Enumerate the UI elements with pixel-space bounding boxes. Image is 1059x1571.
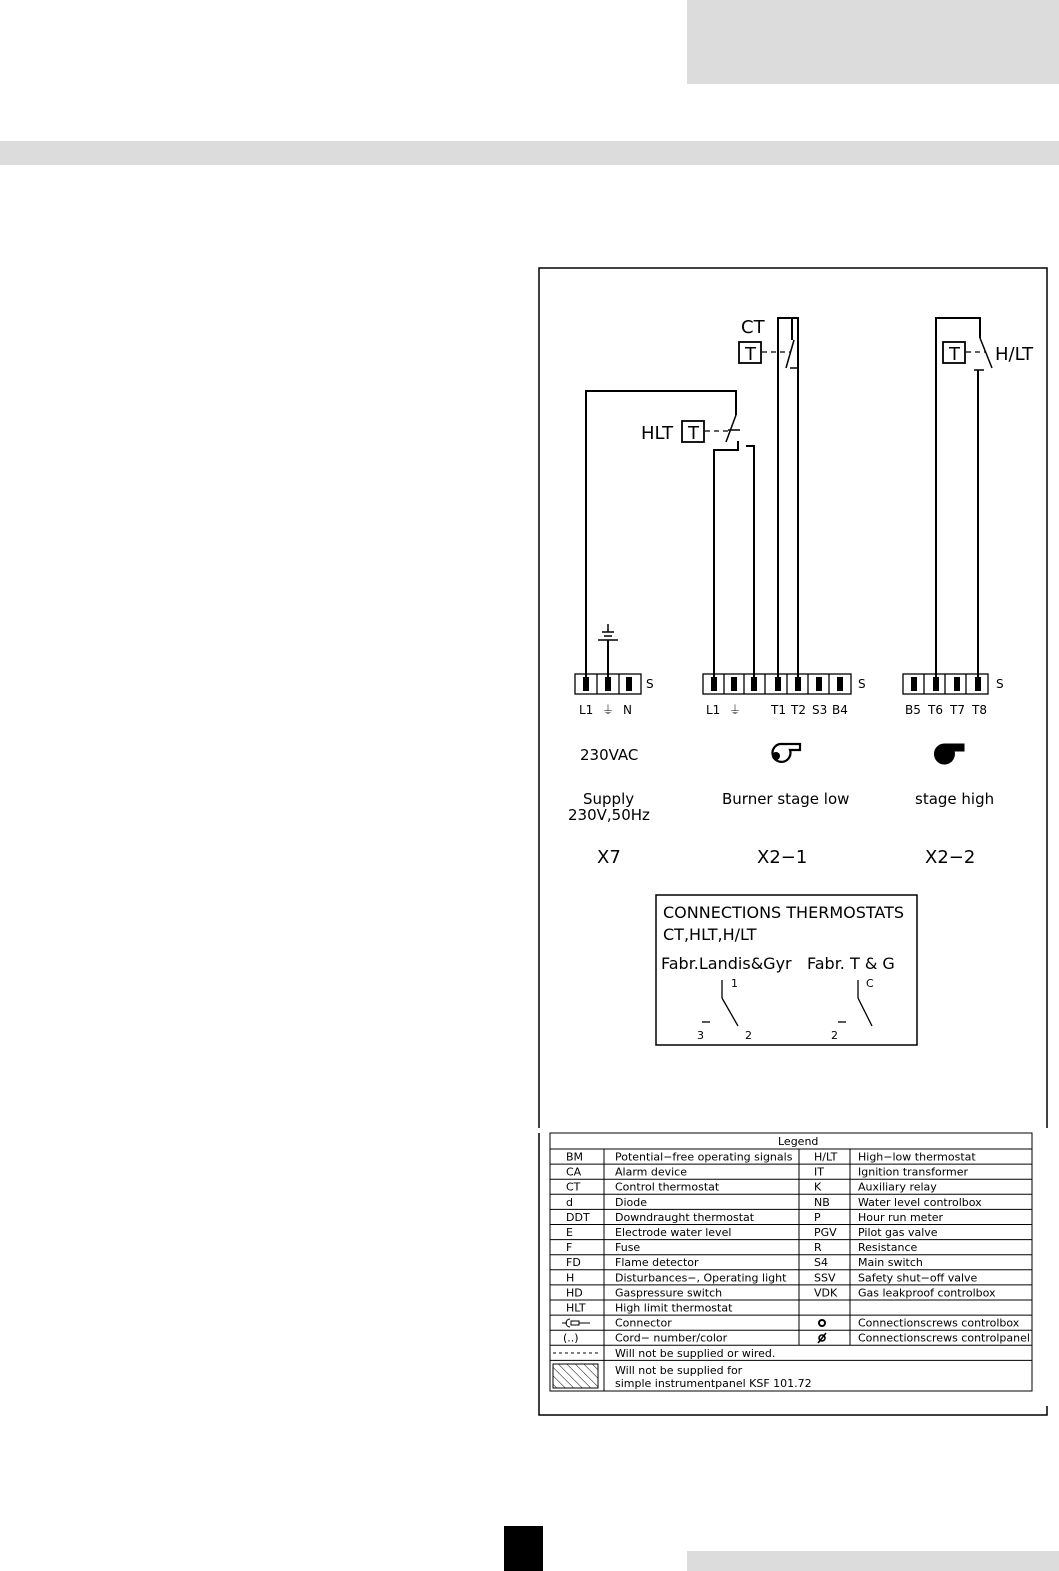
legend-cell: Gas leakproof controlbox — [858, 1286, 996, 1300]
x21-label: Burner stage low — [722, 790, 850, 808]
hatch-note-1: Will not be supplied for — [615, 1364, 743, 1377]
x22-label: stage high — [915, 790, 995, 808]
x7-supply-line2: 230V,50Hz — [568, 806, 650, 824]
hlt-t-label: T — [688, 423, 699, 444]
dashed-note: Will not be supplied or wired. — [615, 1347, 776, 1360]
x22-term-t7: T7 — [950, 703, 965, 717]
x21-term-b4: B4 — [832, 703, 848, 717]
legend-cell: (..) — [563, 1331, 579, 1345]
legend-cell: H — [566, 1271, 575, 1285]
connector-icon — [562, 1319, 590, 1327]
legend-cell: S4 — [814, 1256, 828, 1270]
x21-s-label: S — [858, 677, 866, 691]
legend-cell: Water level controlbox — [858, 1195, 982, 1209]
legend-cell: Alarm device — [615, 1165, 687, 1179]
legend-cell: FD — [566, 1256, 581, 1270]
x7-s-label: S — [646, 677, 654, 691]
x7-id: X7 — [597, 847, 621, 868]
legend-cell: DDT — [566, 1210, 590, 1224]
connections-maker-tg: Fabr. T & G — [807, 954, 895, 973]
legend-cell: Auxiliary relay — [858, 1180, 937, 1194]
legend-cell: F — [566, 1241, 573, 1255]
legend-cell: High−low thermostat — [858, 1150, 976, 1164]
ct-t-label: T — [745, 344, 756, 365]
legend-cell: Flame detector — [615, 1256, 699, 1270]
x7-supply-line1: Supply — [583, 790, 635, 808]
legend-cell: BM — [566, 1150, 584, 1164]
lg-pin-3: 3 — [697, 1029, 704, 1042]
legend-cell: Diode — [615, 1195, 648, 1209]
hatch-icon — [553, 1364, 598, 1388]
hlt2-label: H/LT — [995, 344, 1034, 365]
burner-low-icon — [772, 744, 800, 762]
legend-cell: CA — [566, 1165, 582, 1179]
legend-cell: Connector — [615, 1316, 672, 1330]
earth-symbol — [598, 624, 618, 640]
x22-term-b5: B5 — [905, 703, 921, 717]
ct-label: CT — [741, 317, 765, 338]
legend-cell: Control thermostat — [615, 1180, 720, 1194]
legend-cell: Downdraught thermostat — [615, 1210, 755, 1224]
legend-cell: Resistance — [858, 1241, 918, 1255]
legend-cell: PGV — [814, 1226, 837, 1239]
legend-cell: Fuse — [615, 1241, 641, 1255]
legend-cell: Gaspressure switch — [615, 1286, 723, 1300]
connections-title-2: CT,HLT,H/LT — [663, 925, 757, 944]
wire-hlt-nc — [714, 441, 738, 684]
x7-term-l1: L1 — [579, 703, 594, 717]
x22-id: X2−2 — [925, 847, 976, 868]
legend-cell: NB — [814, 1195, 830, 1209]
legend-cell: Connectionscrews controlpanel — [858, 1331, 1030, 1345]
connections-title-1: CONNECTIONS THERMOSTATS — [663, 903, 905, 922]
hlt2-t-label: T — [949, 344, 960, 365]
hlt-label: HLT — [641, 423, 674, 444]
screw-controlbox-icon — [819, 1320, 825, 1326]
legend-title: Legend — [778, 1135, 819, 1148]
legend-cell: H/LT — [814, 1150, 838, 1164]
x21-term-t2: T2 — [791, 703, 806, 717]
tg-pin-c: C — [866, 977, 874, 990]
legend-cell: P — [814, 1210, 821, 1224]
ct-switch-blade — [786, 340, 794, 368]
x21-term-s3: S3 — [812, 703, 828, 717]
legend-cell: HLT — [566, 1301, 586, 1315]
x21-term-l1: L1 — [706, 703, 721, 717]
legend-cell: Electrode water level — [615, 1226, 732, 1239]
wire-hlt2 — [936, 318, 980, 684]
wire-ct — [778, 318, 792, 684]
lg-pin-2: 2 — [745, 1029, 752, 1042]
burner-high-icon — [934, 744, 964, 764]
legend-cell: Disturbances−, Operating light — [615, 1271, 787, 1285]
lg-pin-1: 1 — [731, 977, 738, 990]
legend-cell: Hour run meter — [858, 1210, 944, 1224]
x21-term-t1: T1 — [771, 703, 786, 717]
x22-s-label: S — [996, 677, 1004, 691]
legend-cell: Pilot gas valve — [858, 1226, 938, 1239]
legend-cell: E — [566, 1226, 573, 1239]
hlt2-switch-blade — [980, 338, 992, 368]
tg-pin-2: 2 — [831, 1029, 838, 1042]
x21-id: X2−1 — [757, 847, 808, 868]
legend-cell: Main switch — [858, 1256, 923, 1270]
legend-cell: Ignition transformer — [858, 1165, 969, 1179]
x22-term-t8: T8 — [972, 703, 987, 717]
x7-term-earth: ⏚ — [602, 703, 615, 717]
connections-maker-lg: Fabr.Landis&Gyr — [661, 954, 792, 973]
x22-term-t6: T6 — [928, 703, 943, 717]
legend-cell: VDK — [814, 1286, 838, 1300]
screw-controlpanel-icon — [818, 1333, 826, 1343]
hlt-switch-blade — [726, 415, 736, 442]
legend-cell: Potential−free operating signals — [615, 1150, 793, 1164]
legend-cell: d — [566, 1195, 573, 1209]
legend-cell: K — [814, 1180, 822, 1194]
legend-cell: High limit thermostat — [615, 1301, 733, 1315]
legend-cell: HD — [566, 1286, 583, 1300]
legend-cell: Cord− number/color — [615, 1331, 728, 1345]
x7-voltage: 230VAC — [580, 746, 639, 764]
diagram-frame — [539, 268, 1047, 1128]
legend-cell: IT — [814, 1165, 824, 1179]
legend-cell: SSV — [814, 1271, 836, 1285]
legend-cell: Safety shut−off valve — [858, 1271, 978, 1285]
legend-cell: Connectionscrews controlbox — [858, 1316, 1020, 1330]
x21-term-earth: ⏚ — [729, 703, 742, 717]
wire-hlt-no — [746, 446, 754, 684]
legend-cell: R — [814, 1241, 822, 1255]
wire-ct-return — [792, 318, 798, 684]
legend-cell: CT — [566, 1180, 581, 1194]
x7-term-n: N — [623, 703, 632, 717]
hatch-note-2: simple instrumentpanel KSF 101.72 — [615, 1377, 812, 1390]
